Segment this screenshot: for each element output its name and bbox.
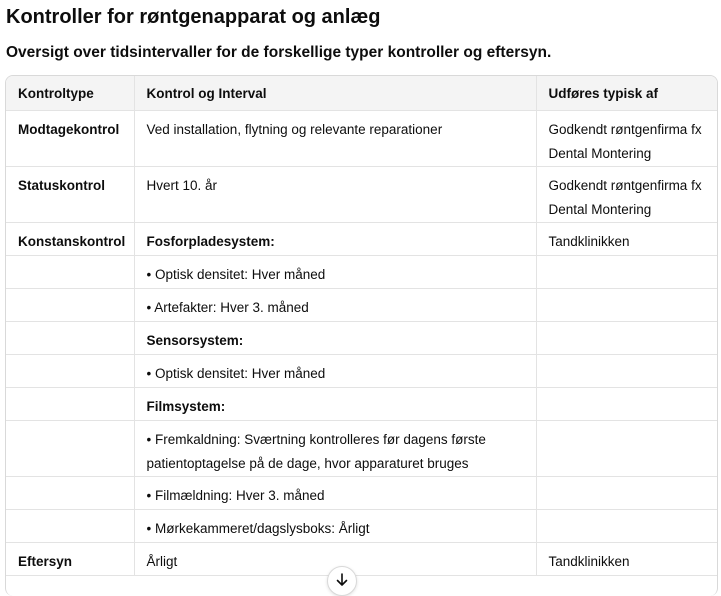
cell-type (6, 256, 134, 289)
cell-control: • Optisk densitet: Hver måned (134, 256, 536, 289)
cell-type (6, 322, 134, 355)
cell-type (6, 421, 134, 477)
cell-by: Godkendt røntgenfirma fx Dental Montering (536, 167, 717, 223)
cell-control: Filmsystem: (134, 388, 536, 421)
cell-by (536, 322, 717, 355)
table-row (6, 111, 717, 167)
arrow-down-icon (335, 573, 349, 587)
table-row (6, 510, 717, 543)
cell-by: Tandklinikken (536, 543, 717, 576)
cell-by (536, 421, 717, 477)
cell-type: Eftersyn (6, 543, 134, 576)
table-row (6, 322, 717, 355)
cell-type (6, 477, 134, 510)
cell-control: • Optisk densitet: Hver måned (134, 355, 536, 388)
cell-by (536, 289, 717, 322)
scroll-down-button[interactable] (327, 566, 357, 596)
cell-control: Fosforpladesystem: (134, 223, 536, 256)
cell-type (6, 355, 134, 388)
table-row (6, 256, 717, 289)
header-kontroltype: Kontroltype (6, 76, 134, 111)
cell-type: Modtagekontrol (6, 111, 134, 167)
cell-by (536, 355, 717, 388)
cell-type (6, 510, 134, 543)
header-kontrol-interval: Kontrol og Interval (134, 76, 536, 111)
cell-by (536, 510, 717, 543)
cell-control: Hvert 10. år (134, 167, 536, 223)
cell-control: Sensorsystem: (134, 322, 536, 355)
cell-by: Tandklinikken (536, 223, 717, 256)
cell-control: Ved installation, flytning og relevante reparationer (134, 111, 536, 167)
cell-control: • Filmældning: Hver 3. måned (134, 477, 536, 510)
table-row (6, 388, 717, 421)
table-row (6, 223, 717, 256)
control-table (6, 76, 717, 576)
cell-control: • Artefakter: Hver 3. måned (134, 289, 536, 322)
table-row (6, 289, 717, 322)
cell-by (536, 256, 717, 289)
cell-control: • Mørkekammeret/dagslysboks: Årligt (134, 510, 536, 543)
header-udfoeres-af: Udføres typisk af (536, 76, 717, 111)
cell-type (6, 289, 134, 322)
table-header-row (6, 76, 717, 111)
cell-control: • Fremkaldning: Sværtning kontrolleres før dagens første patientoptagelse på de dage, hvor apparaturet bruges (134, 421, 536, 477)
page-title: Kontroller for røntgenapparat og anlæg (6, 6, 381, 28)
table-row (6, 477, 717, 510)
page-subtitle: Oversigt over tidsintervaller for de forskellige typer kontroller og eftersyn. (6, 44, 552, 61)
table-row (6, 355, 717, 388)
cell-type: Konstanskontrol (6, 223, 134, 256)
cell-control: Årligt (134, 543, 536, 576)
cell-type: Statuskontrol (6, 167, 134, 223)
table-row (6, 167, 717, 223)
cell-by (536, 388, 717, 421)
cell-type (6, 388, 134, 421)
cell-by (536, 477, 717, 510)
table-row (6, 543, 717, 576)
cell-by: Godkendt røntgenfirma fx Dental Montering (536, 111, 717, 167)
table-row (6, 421, 717, 477)
table-container (5, 75, 718, 596)
